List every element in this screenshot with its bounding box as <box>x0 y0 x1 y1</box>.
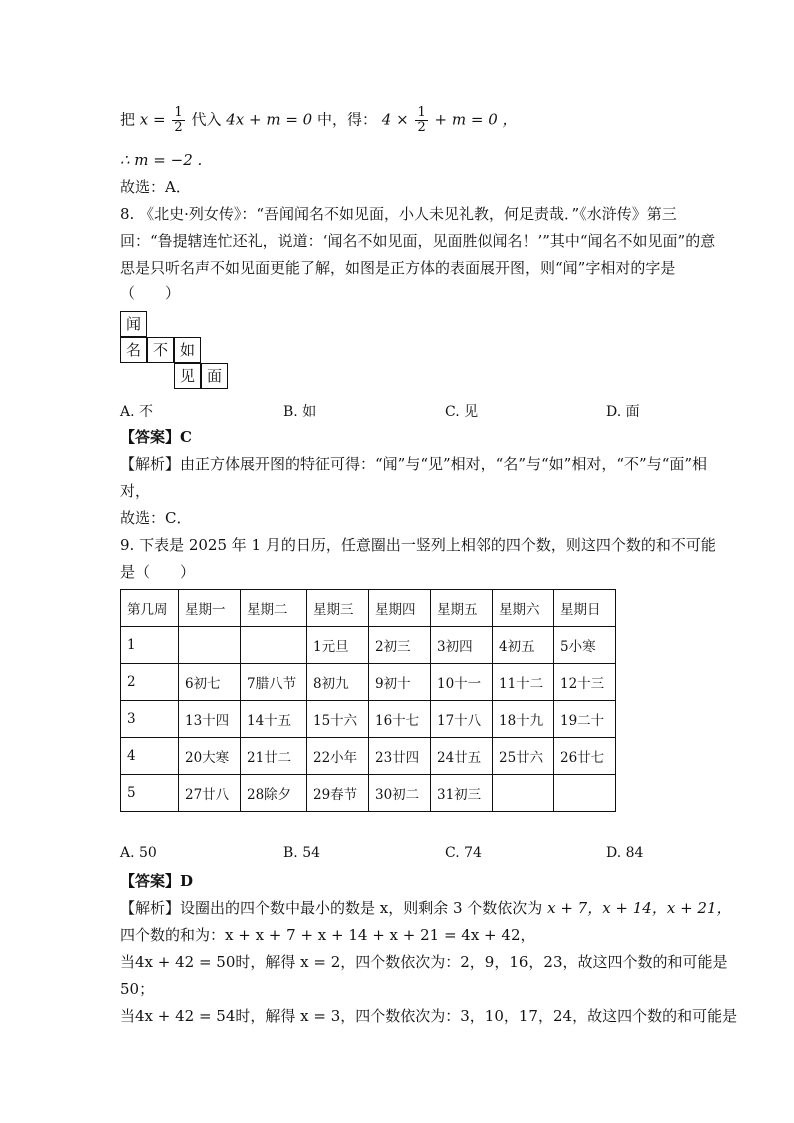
q8-option-b: B. 如 <box>283 404 317 420</box>
substitution-line <box>120 106 518 135</box>
calendar-cell: 5 <box>121 775 179 812</box>
calendar-row <box>121 701 616 738</box>
calendar-cell: 5小寒 <box>554 627 616 664</box>
calendar-row <box>121 627 616 664</box>
q8-stem-line-3: 思是只听名声不如见面更能了解，如图是正方体的表面展开图，则“闻”字相对的字是 <box>120 259 676 277</box>
calendar-cell: 29春节 <box>307 775 369 812</box>
q8-stem-line-1: 8. 《北史·列女传》：“吾闻闻名不如见面，小人未见礼教，何足责哉．”《水浒传》第三 <box>120 205 677 223</box>
choose-c-line: 故选：C． <box>120 509 192 527</box>
q8-explanation-1: 【解析】由正方体展开图的特征可得：“闻”与“见”相对，“名”与“如”相对，“不”与“面”相 <box>120 455 708 473</box>
calendar-cell <box>493 775 554 812</box>
q9-stem-line-1: 9. 下表是 2025 年 1 月的日历，任意圈出一竖列上相邻的四个数，则这四个数的和不可能 <box>120 536 716 554</box>
math-expr: x + 7，x + 14，x + 21， <box>547 899 732 917</box>
calendar-row <box>121 775 616 812</box>
calendar-cell: 11十二 <box>493 664 554 701</box>
calendar-cell: 星期日 <box>554 590 616 627</box>
calendar-cell: 1 <box>121 627 179 664</box>
calendar-cell: 22小年 <box>307 738 369 775</box>
math-expr: 4 × <box>381 110 409 129</box>
calendar-cell: 27廿八 <box>179 775 241 812</box>
cube-net <box>120 311 230 391</box>
q9-case-1b: 50； <box>120 980 155 998</box>
fraction: $\frac{1}{2}$ <box>174 105 183 135</box>
calendar-cell: 8初九 <box>307 664 369 701</box>
calendar-cell: 25廿六 <box>493 738 554 775</box>
calendar-cell: 4初五 <box>493 627 554 664</box>
calendar-row <box>121 738 616 775</box>
q8-answer: 【答案】C <box>120 428 192 446</box>
choose-a-line: 故选：A． <box>120 178 191 196</box>
q9-option-a: A. 50 <box>120 845 157 861</box>
net-cell: 面 <box>201 363 228 389</box>
calendar-cell: 3初四 <box>431 627 493 664</box>
calendar-table <box>120 589 616 812</box>
q9-case-2: 当4x + 42 = 54时，解得 x = 3，四个数依次为：3，10，17，24，故这四个数的和可能是 <box>120 1007 738 1025</box>
calendar-cell: 4 <box>121 738 179 775</box>
text: 代入 <box>191 110 222 129</box>
calendar-cell: 9初十 <box>369 664 431 701</box>
calendar-cell: 6初七 <box>179 664 241 701</box>
calendar-cell: 28除夕 <box>241 775 307 812</box>
math-expr: 4x + m = 0 <box>226 110 313 129</box>
q9-stem-line-2: 是（ ） <box>120 563 196 581</box>
calendar-cell: 星期四 <box>369 590 431 627</box>
q9-case-1: 当4x + 42 = 50时，解得 x = 2，四个数依次为：2，9，16，23，故这四个数的和可能是 <box>120 953 728 971</box>
q8-explanation-2: 对， <box>120 482 151 500</box>
calendar-cell <box>554 775 616 812</box>
q8-option-a: A. 不 <box>120 404 154 420</box>
calendar-cell: 24廿五 <box>431 738 493 775</box>
calendar-cell: 16十七 <box>369 701 431 738</box>
calendar-cell: 星期五 <box>431 590 493 627</box>
text: 把 <box>120 110 136 129</box>
q9-option-b: B. 54 <box>283 845 321 861</box>
calendar-cell: 星期六 <box>493 590 554 627</box>
calendar-cell: 14十五 <box>241 701 307 738</box>
calendar-cell: 19二十 <box>554 701 616 738</box>
fraction: $\frac{1}{2}$ <box>417 105 426 135</box>
math-expr: x = <box>139 110 166 129</box>
calendar-cell: 23廿四 <box>369 738 431 775</box>
calendar-cell: 1元旦 <box>307 627 369 664</box>
net-cell: 名 <box>120 337 147 363</box>
q9-answer: 【答案】D <box>120 872 194 890</box>
calendar-cell: 星期三 <box>307 590 369 627</box>
calendar-cell: 18十九 <box>493 701 554 738</box>
calendar-cell: 17十八 <box>431 701 493 738</box>
result-line: ∴ m = −2 . <box>120 151 203 169</box>
calendar-cell: 第几周 <box>121 590 179 627</box>
calendar-cell: 21廿二 <box>241 738 307 775</box>
math-expr: + m = 0 ， <box>434 110 518 129</box>
q9-option-d: D. 84 <box>606 845 644 861</box>
q8-option-c: C. 见 <box>445 404 479 420</box>
calendar-row <box>121 664 616 701</box>
text: 中，得： <box>317 110 378 129</box>
q9-explanation-1 <box>120 898 732 918</box>
calendar-cell: 30初二 <box>369 775 431 812</box>
q8-paren: （ ） <box>120 284 181 302</box>
q9-explanation-2: 四个数的和为：x + x + 7 + x + 14 + x + 21 = 4x + 42， <box>120 926 536 944</box>
net-cell: 如 <box>174 337 201 363</box>
calendar-cell: 7腊八节 <box>241 664 307 701</box>
calendar-cell <box>179 627 241 664</box>
calendar-header-row <box>121 590 616 627</box>
text: 【解析】设圈出的四个数中最小的数是 x，则剩余 3 个数依次为 <box>120 899 543 917</box>
calendar-cell: 12十三 <box>554 664 616 701</box>
calendar-cell: 3 <box>121 701 179 738</box>
calendar-cell: 星期二 <box>241 590 307 627</box>
calendar-cell: 20大寒 <box>179 738 241 775</box>
calendar-cell: 2 <box>121 664 179 701</box>
net-cell: 闻 <box>120 311 147 337</box>
calendar-cell: 星期一 <box>179 590 241 627</box>
q8-option-d: D. 面 <box>606 404 640 420</box>
net-cell: 不 <box>147 337 174 363</box>
calendar-cell: 13十四 <box>179 701 241 738</box>
net-cell: 见 <box>174 363 201 389</box>
calendar-cell <box>241 627 307 664</box>
calendar-cell: 2初三 <box>369 627 431 664</box>
q9-option-c: C. 74 <box>445 845 482 861</box>
calendar-cell: 15十六 <box>307 701 369 738</box>
calendar-cell: 10十一 <box>431 664 493 701</box>
calendar-cell: 26廿七 <box>554 738 616 775</box>
q8-stem-line-2: 回：“鲁提辖连忙还礼，说道：‘闻名不如见面，见面胜似闻名！’”其中“闻名不如见面”的意 <box>120 232 716 250</box>
calendar-cell: 31初三 <box>431 775 493 812</box>
